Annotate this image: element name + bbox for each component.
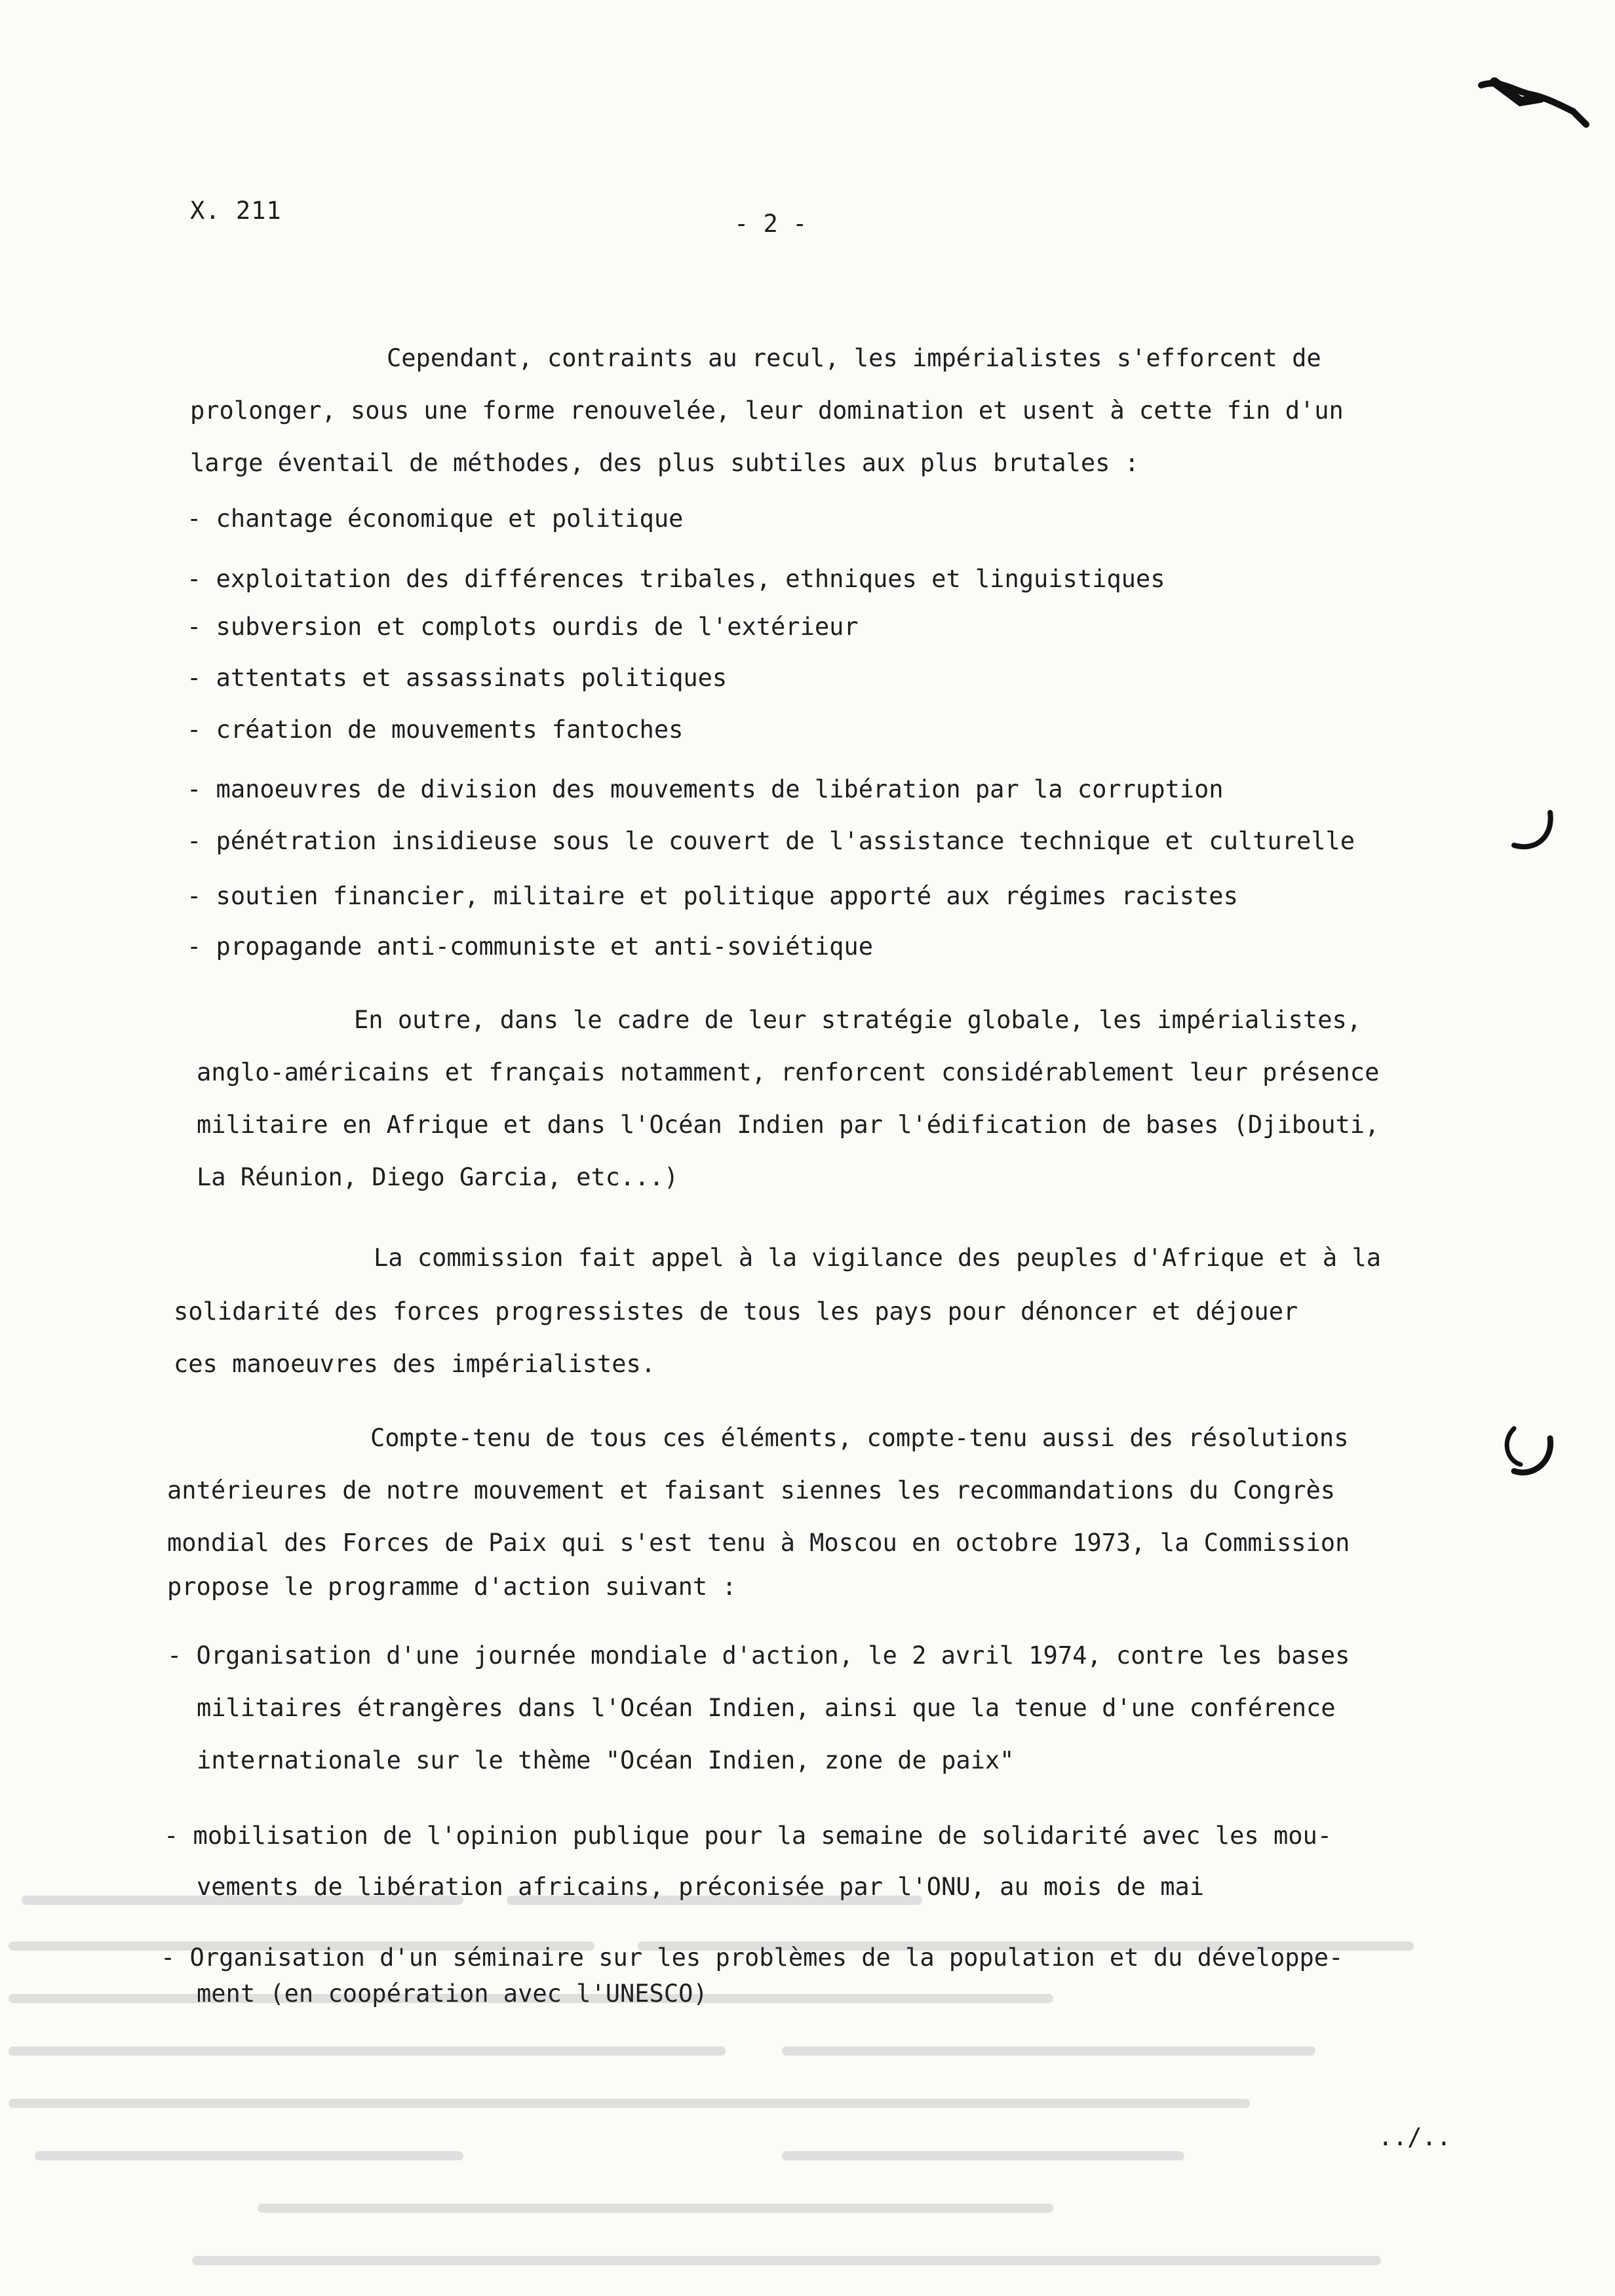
paragraph-line: ces manoeuvres des impérialistes. bbox=[174, 1350, 656, 1378]
list-item: - pénétration insidieuse sous le couvert de l'assistance technique et culturelle bbox=[187, 827, 1355, 855]
list-item: - soutien financier, militaire et politique apporté aux régimes racistes bbox=[187, 882, 1238, 910]
list-item: - propagande anti-communiste et anti-soviétique bbox=[187, 932, 873, 961]
action-item-line: militaires étrangères dans l'Océan Indien, ainsi que la tenue d'une conférence bbox=[197, 1694, 1336, 1722]
reverse-side-show-through bbox=[0, 1881, 1615, 2287]
paragraph-line: Compte-tenu de tous ces éléments, compte-tenu aussi des résolutions bbox=[370, 1424, 1349, 1452]
list-item: - attentats et assassinats politiques bbox=[187, 664, 728, 692]
action-item-line: - Organisation d'une journée mondiale d'action, le 2 avril 1974, contre les bases bbox=[167, 1641, 1350, 1670]
check-mark-right-2 bbox=[1494, 1422, 1560, 1487]
action-item-line: - mobilisation de l'opinion publique pour la semaine de solidarité avec les mou- bbox=[164, 1822, 1333, 1850]
paragraph-line: large éventail de méthodes, des plus subtiles aux plus brutales : bbox=[190, 449, 1139, 477]
check-mark-right-1 bbox=[1508, 806, 1560, 858]
paragraph-line: prolonger, sous une forme renouvelée, leur domination et usent à cette fin d'un bbox=[190, 396, 1344, 425]
paragraph-line: En outre, dans le cadre de leur stratégie globale, les impérialistes, bbox=[354, 1006, 1362, 1034]
paragraph-line: solidarité des forces progressistes de tous les pays pour dénoncer et déjouer bbox=[174, 1297, 1298, 1326]
document-reference: X. 211 bbox=[190, 197, 282, 225]
list-item: - création de mouvements fantoches bbox=[187, 716, 684, 744]
action-item-line: internationale sur le thème "Océan Indien, zone de paix" bbox=[197, 1746, 1015, 1774]
list-item: - subversion et complots ourdis de l'extérieur bbox=[187, 613, 859, 641]
action-item-line: ment (en coopération avec l'UNESCO) bbox=[197, 1980, 708, 2008]
paragraph-line: anglo-américains et français notamment, renforcent considérablement leur présence bbox=[197, 1058, 1380, 1086]
paragraph-line: La Réunion, Diego Garcia, etc...) bbox=[197, 1163, 679, 1191]
paragraph-line: La commission fait appel à la vigilance des peuples d'Afrique et à la bbox=[374, 1244, 1382, 1272]
paragraph-line: propose le programme d'action suivant : bbox=[167, 1573, 737, 1601]
action-item-line: vements de libération africains, préconisée par l'ONU, au mois de mai bbox=[197, 1873, 1205, 1901]
action-item-line: - Organisation d'un séminaire sur les problèmes de la population et du développe- bbox=[161, 1943, 1344, 1972]
list-item: - exploitation des différences tribales, ethniques et linguistiques bbox=[187, 565, 1165, 593]
page-number: - 2 - bbox=[734, 210, 808, 238]
list-item: - manoeuvres de division des mouvements de libération par la corruption bbox=[187, 775, 1224, 803]
paragraph-line: militaire en Afrique et dans l'Océan Indien par l'édification de bases (Djibouti, bbox=[197, 1111, 1380, 1139]
paragraph-line: antérieures de notre mouvement et faisant siennes les recommandations du Congrès bbox=[167, 1476, 1336, 1504]
paragraph-line: mondial des Forces de Paix qui s'est tenu à Moscou en octobre 1973, la Commission bbox=[167, 1529, 1350, 1557]
pen-mark-top-right bbox=[1475, 66, 1593, 138]
continuation-mark: ../.. bbox=[1378, 2123, 1451, 2151]
list-item: - chantage économique et politique bbox=[187, 505, 684, 533]
paragraph-line: Cependant, contraints au recul, les impérialistes s'efforcent de bbox=[387, 344, 1321, 372]
